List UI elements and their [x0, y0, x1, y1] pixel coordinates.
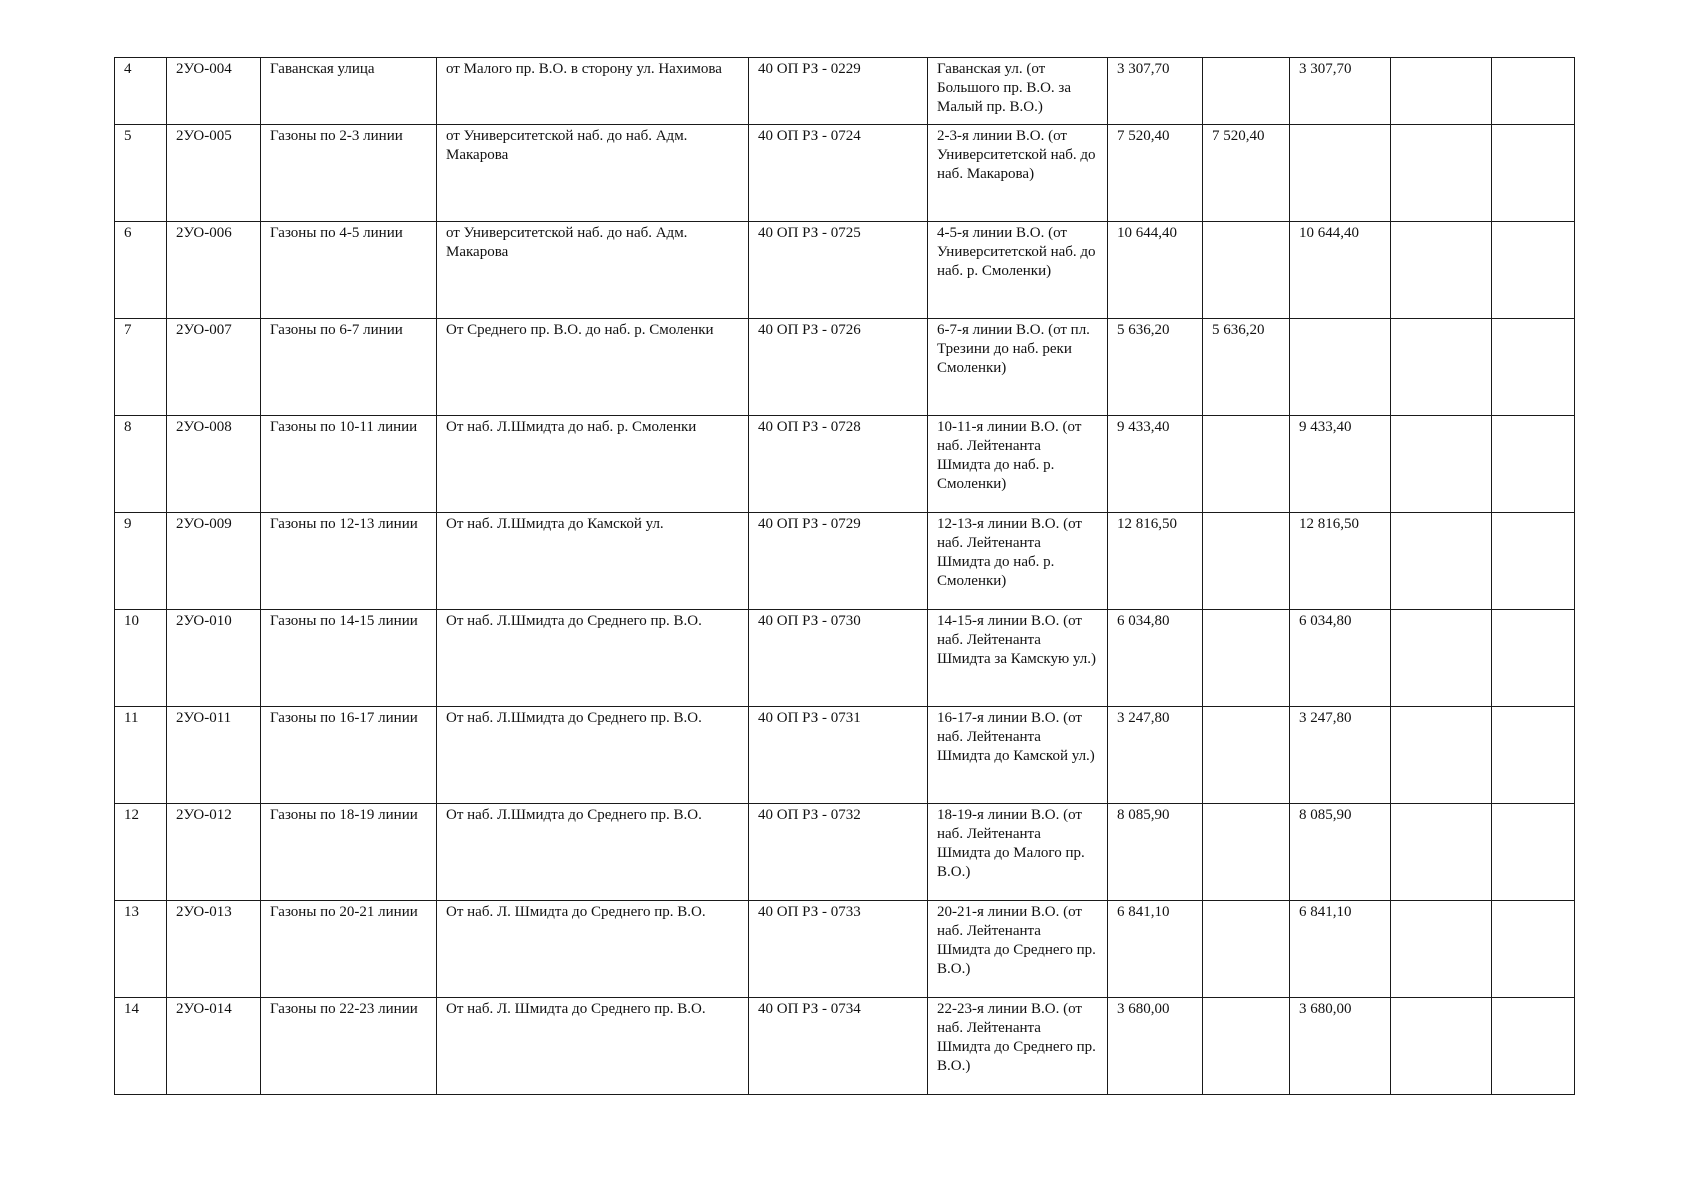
object-name-cell: Газоны по 22-23 линии	[261, 998, 437, 1095]
total-area-cell: 5 636,20	[1108, 319, 1203, 416]
area-part1-cell	[1203, 804, 1290, 901]
road-name-cell: 4-5-я линии В.О. (от Университетской наб. до наб. р. Смоленки)	[928, 222, 1108, 319]
object-name-cell: Газоны по 10-11 линии	[261, 416, 437, 513]
extent-cell: от Университетской наб. до наб. Адм. Макарова	[437, 125, 749, 222]
object-name-cell: Гаванская улица	[261, 58, 437, 125]
total-area-cell: 10 644,40	[1108, 222, 1203, 319]
table-row	[115, 416, 1575, 513]
area-part2-cell: 9 433,40	[1290, 416, 1391, 513]
extra-cell-1	[1391, 513, 1492, 610]
extent-cell: От наб. Л.Шмидта до Среднего пр. В.О.	[437, 610, 749, 707]
area-part1-cell	[1203, 901, 1290, 998]
object-code-cell: 2УО-008	[167, 416, 261, 513]
object-name-cell: Газоны по 4-5 линии	[261, 222, 437, 319]
area-part1-cell	[1203, 610, 1290, 707]
area-part1-cell	[1203, 513, 1290, 610]
row-number-cell: 10	[115, 610, 167, 707]
table-row	[115, 222, 1575, 319]
total-area-cell: 3 247,80	[1108, 707, 1203, 804]
extra-cell-2	[1492, 901, 1575, 998]
row-number-cell: 13	[115, 901, 167, 998]
road-name-cell: Гаванская ул. (от Большого пр. В.О. за Малый пр. В.О.)	[928, 58, 1108, 125]
extent-cell: От наб. Л.Шмидта до Среднего пр. В.О.	[437, 707, 749, 804]
registry-number-cell: 40 ОП РЗ - 0726	[749, 319, 928, 416]
row-number-cell: 5	[115, 125, 167, 222]
area-part2-cell: 6 034,80	[1290, 610, 1391, 707]
table-row	[115, 707, 1575, 804]
object-code-cell: 2УО-005	[167, 125, 261, 222]
total-area-cell: 3 307,70	[1108, 58, 1203, 125]
extra-cell-1	[1391, 58, 1492, 125]
registry-number-cell: 40 ОП РЗ - 0731	[749, 707, 928, 804]
table-row	[115, 125, 1575, 222]
extent-cell: от Университетской наб. до наб. Адм. Макарова	[437, 222, 749, 319]
area-part2-cell: 6 841,10	[1290, 901, 1391, 998]
area-part2-cell: 3 307,70	[1290, 58, 1391, 125]
area-part1-cell	[1203, 998, 1290, 1095]
table-row	[115, 319, 1575, 416]
table-row	[115, 901, 1575, 998]
extent-cell: От наб. Л.Шмидта до Камской ул.	[437, 513, 749, 610]
object-name-cell: Газоны по 18-19 линии	[261, 804, 437, 901]
extra-cell-2	[1492, 804, 1575, 901]
row-number-cell: 4	[115, 58, 167, 125]
road-name-cell: 18-19-я линии В.О. (от наб. Лейтенанта Шмидта до Малого пр. В.О.)	[928, 804, 1108, 901]
area-part2-cell	[1290, 319, 1391, 416]
road-name-cell: 14-15-я линии В.О. (от наб. Лейтенанта Шмидта за Камскую ул.)	[928, 610, 1108, 707]
object-code-cell: 2УО-007	[167, 319, 261, 416]
row-number-cell: 8	[115, 416, 167, 513]
registry-number-cell: 40 ОП РЗ - 0733	[749, 901, 928, 998]
total-area-cell: 7 520,40	[1108, 125, 1203, 222]
road-name-cell: 16-17-я линии В.О. (от наб. Лейтенанта Шмидта до Камской ул.)	[928, 707, 1108, 804]
area-part2-cell: 3 247,80	[1290, 707, 1391, 804]
registry-number-cell: 40 ОП РЗ - 0728	[749, 416, 928, 513]
extent-cell: От наб. Л. Шмидта до Среднего пр. В.О.	[437, 998, 749, 1095]
registry-number-cell: 40 ОП РЗ - 0729	[749, 513, 928, 610]
object-code-cell: 2УО-006	[167, 222, 261, 319]
area-part1-cell	[1203, 58, 1290, 125]
extra-cell-2	[1492, 222, 1575, 319]
road-name-cell: 2-3-я линии В.О. (от Университетской наб. до наб. Макарова)	[928, 125, 1108, 222]
road-name-cell: 20-21-я линии В.О. (от наб. Лейтенанта Шмидта до Среднего пр. В.О.)	[928, 901, 1108, 998]
area-part2-cell	[1290, 125, 1391, 222]
object-name-cell: Газоны по 16-17 линии	[261, 707, 437, 804]
extra-cell-1	[1391, 125, 1492, 222]
extra-cell-1	[1391, 901, 1492, 998]
extra-cell-1	[1391, 707, 1492, 804]
extra-cell-2	[1492, 416, 1575, 513]
object-code-cell: 2УО-009	[167, 513, 261, 610]
area-part1-cell	[1203, 416, 1290, 513]
table-row	[115, 58, 1575, 125]
row-number-cell: 12	[115, 804, 167, 901]
registry-number-cell: 40 ОП РЗ - 0724	[749, 125, 928, 222]
object-code-cell: 2УО-014	[167, 998, 261, 1095]
row-number-cell: 7	[115, 319, 167, 416]
total-area-cell: 3 680,00	[1108, 998, 1203, 1095]
area-part2-cell: 12 816,50	[1290, 513, 1391, 610]
object-name-cell: Газоны по 12-13 линии	[261, 513, 437, 610]
registry-table	[114, 57, 1575, 1095]
object-code-cell: 2УО-013	[167, 901, 261, 998]
road-name-cell: 22-23-я линии В.О. (от наб. Лейтенанта Шмидта до Среднего пр. В.О.)	[928, 998, 1108, 1095]
row-number-cell: 6	[115, 222, 167, 319]
total-area-cell: 9 433,40	[1108, 416, 1203, 513]
road-name-cell: 6-7-я линии В.О. (от пл. Трезини до наб. реки Смоленки)	[928, 319, 1108, 416]
extent-cell: от Малого пр. В.О. в сторону ул. Нахимова	[437, 58, 749, 125]
row-number-cell: 9	[115, 513, 167, 610]
extra-cell-1	[1391, 222, 1492, 319]
table-row	[115, 998, 1575, 1095]
total-area-cell: 6 034,80	[1108, 610, 1203, 707]
table-row	[115, 610, 1575, 707]
extra-cell-2	[1492, 58, 1575, 125]
extra-cell-1	[1391, 804, 1492, 901]
road-name-cell: 12-13-я линии В.О. (от наб. Лейтенанта Шмидта до наб. р. Смоленки)	[928, 513, 1108, 610]
registry-number-cell: 40 ОП РЗ - 0730	[749, 610, 928, 707]
total-area-cell: 6 841,10	[1108, 901, 1203, 998]
road-name-cell: 10-11-я линии В.О. (от наб. Лейтенанта Шмидта до наб. р. Смоленки)	[928, 416, 1108, 513]
row-number-cell: 11	[115, 707, 167, 804]
total-area-cell: 8 085,90	[1108, 804, 1203, 901]
extra-cell-2	[1492, 513, 1575, 610]
area-part1-cell	[1203, 222, 1290, 319]
object-code-cell: 2УО-004	[167, 58, 261, 125]
extra-cell-1	[1391, 416, 1492, 513]
object-code-cell: 2УО-011	[167, 707, 261, 804]
area-part2-cell: 3 680,00	[1290, 998, 1391, 1095]
extra-cell-2	[1492, 610, 1575, 707]
extra-cell-1	[1391, 319, 1492, 416]
row-number-cell: 14	[115, 998, 167, 1095]
area-part1-cell: 5 636,20	[1203, 319, 1290, 416]
table-row	[115, 804, 1575, 901]
table-row	[115, 513, 1575, 610]
registry-number-cell: 40 ОП РЗ - 0725	[749, 222, 928, 319]
area-part1-cell	[1203, 707, 1290, 804]
object-name-cell: Газоны по 6-7 линии	[261, 319, 437, 416]
extent-cell: От наб. Л.Шмидта до Среднего пр. В.О.	[437, 804, 749, 901]
registry-number-cell: 40 ОП РЗ - 0734	[749, 998, 928, 1095]
object-name-cell: Газоны по 2-3 линии	[261, 125, 437, 222]
registry-table-body	[115, 58, 1575, 1095]
extent-cell: От Среднего пр. В.О. до наб. р. Смоленки	[437, 319, 749, 416]
object-name-cell: Газоны по 14-15 линии	[261, 610, 437, 707]
extra-cell-2	[1492, 707, 1575, 804]
object-code-cell: 2УО-010	[167, 610, 261, 707]
object-name-cell: Газоны по 20-21 линии	[261, 901, 437, 998]
area-part2-cell: 10 644,40	[1290, 222, 1391, 319]
extent-cell: От наб. Л.Шмидта до наб. р. Смоленки	[437, 416, 749, 513]
extent-cell: От наб. Л. Шмидта до Среднего пр. В.О.	[437, 901, 749, 998]
extra-cell-1	[1391, 610, 1492, 707]
extra-cell-1	[1391, 998, 1492, 1095]
registry-number-cell: 40 ОП РЗ - 0229	[749, 58, 928, 125]
total-area-cell: 12 816,50	[1108, 513, 1203, 610]
extra-cell-2	[1492, 125, 1575, 222]
extra-cell-2	[1492, 319, 1575, 416]
area-part1-cell: 7 520,40	[1203, 125, 1290, 222]
area-part2-cell: 8 085,90	[1290, 804, 1391, 901]
object-code-cell: 2УО-012	[167, 804, 261, 901]
registry-number-cell: 40 ОП РЗ - 0732	[749, 804, 928, 901]
extra-cell-2	[1492, 998, 1575, 1095]
